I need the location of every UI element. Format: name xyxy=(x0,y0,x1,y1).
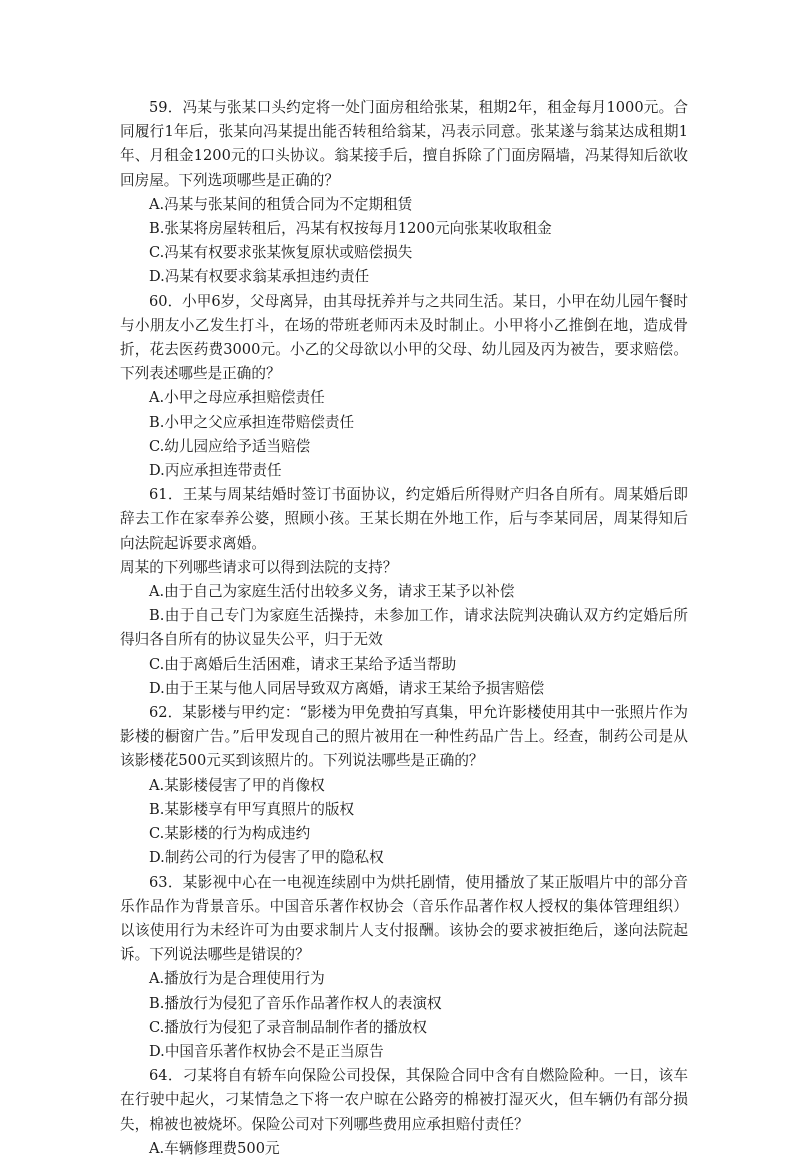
question-59-option-b: B.张某将房屋转租后，冯某有权按每月1200元向张某收取租金 xyxy=(149,220,552,238)
question-63-option-a: A.播放行为是合理使用行为 xyxy=(149,970,325,988)
question-60-option-c: C.幼儿园应给予适当赔偿 xyxy=(149,437,311,455)
question-62-option-a: A.某影楼侵害了甲的肖像权 xyxy=(149,776,325,794)
question-62-option-d: D.制药公司的行为侵害了甲的隐私权 xyxy=(149,849,384,867)
question-62-stem: 62．某影楼与甲约定：“影楼为甲免费拍写真集，甲允许影楼使用其中一张照片作为影楼的橱窗广告。”后甲发现自己的照片被用在一种性药品广告上。经查，制药公司是从该影楼花500元买到该照片的。下列说法哪些是正确的？ xyxy=(120,704,688,770)
question-64-option-a: A.车辆修理费500元 xyxy=(149,1139,280,1157)
question-62-option-b: B.某影楼享有甲写真照片的版权 xyxy=(149,800,355,818)
question-61-option-b: B.由于自己专门为家庭生活操持，未参加工作，请求法院判决确认双方约定婚后所得归各自所有的协议显失公平，归于无效 xyxy=(120,607,688,649)
question-59-stem: 59．冯某与张某口头约定将一处门面房租给张某，租期2年，租金每月1000元。合同履行1年后，张某向冯某提出能否转租给翁某，冯表示同意。张某遂与翁某达成租期1年、月租金1200元的口头协议。翁某接手后，擅自拆除了门面房隔墙，冯某得知后欲收回房屋。下列选项哪些是正确的？ xyxy=(120,99,688,189)
question-64-stem: 64．刁某将自有轿车向保险公司投保，其保险合同中含有自燃险险种。一日，该车在行驶中起火，刁某情急之下将一农户晾在公路旁的棉被打湿灭火，但车辆仍有部分损失，棉被也被烧坏。保险公司对下列哪些费用应承担赔付责任？ xyxy=(120,1067,688,1133)
question-61-stem-continuation: 周某的下列哪些请求可以得到法院的支持？ xyxy=(120,558,398,576)
question-60-option-a: A.小甲之母应承担赔偿责任 xyxy=(149,389,325,407)
question-60-stem: 60．小甲6岁，父母离异，由其母抚养并与之共同生活。某日，小甲在幼儿园午餐时与小朋友小乙发生打斗，在场的带班老师丙未及时制止。小甲将小乙推倒在地，造成骨折，花去医药费3000元。小乙的父母欲以小甲的父母、幼儿园及丙为被告，要求赔偿。下列表述哪些是正确的？ xyxy=(120,292,688,383)
question-63-option-d: D.中国音乐著作权协会不是正当原告 xyxy=(149,1042,384,1060)
question-60-option-d: D.丙应承担连带责任 xyxy=(149,462,282,480)
question-61-option-a: A.由于自己为家庭生活付出较多义务，请求王某予以补偿 xyxy=(149,583,515,601)
question-59-option-d: D.冯某有权要求翁某承担违约责任 xyxy=(149,268,370,286)
question-60-option-b: B.小甲之父应承担连带赔偿责任 xyxy=(149,413,355,431)
question-61-option-d: D.由于王某与他人同居导致双方离婚，请求王某给予损害赔偿 xyxy=(149,679,545,697)
question-63-stem: 63．某影视中心在一电视连续剧中为烘托剧情，使用播放了某正版唱片中的部分音乐作品作为背景音乐。中国音乐著作权协会（音乐作品著作权人授权的集体管理组织）以该使用行为未经许可为由要求制片人支付报酬。该协会的要求被拒绝后，遂向法院起诉。下列说法哪些是错误的？ xyxy=(120,873,688,964)
question-63-option-b: B.播放行为侵犯了音乐作品著作权人的表演权 xyxy=(149,994,442,1012)
question-61-stem: 61．王某与周某结婚时签订书面协议，约定婚后所得财产归各自所有。周某婚后即辞去工作在家奉养公婆，照顾小孩。王某长期在外地工作，后与李某同居，周某得知后向法院起诉要求离婚。 xyxy=(120,486,688,552)
question-59-option-a: A.冯某与张某间的租赁合同为不定期租赁 xyxy=(149,195,413,213)
question-61-option-c: C.由于离婚后生活困难，请求王某给予适当帮助 xyxy=(149,655,457,673)
question-59-option-c: C.冯某有权要求张某恢复原状或赔偿损失 xyxy=(149,244,413,262)
question-62-option-c: C.某影楼的行为构成违约 xyxy=(149,825,311,843)
question-63-option-c: C.播放行为侵犯了录音制品制作者的播放权 xyxy=(149,1018,427,1036)
document-page xyxy=(120,96,688,1161)
